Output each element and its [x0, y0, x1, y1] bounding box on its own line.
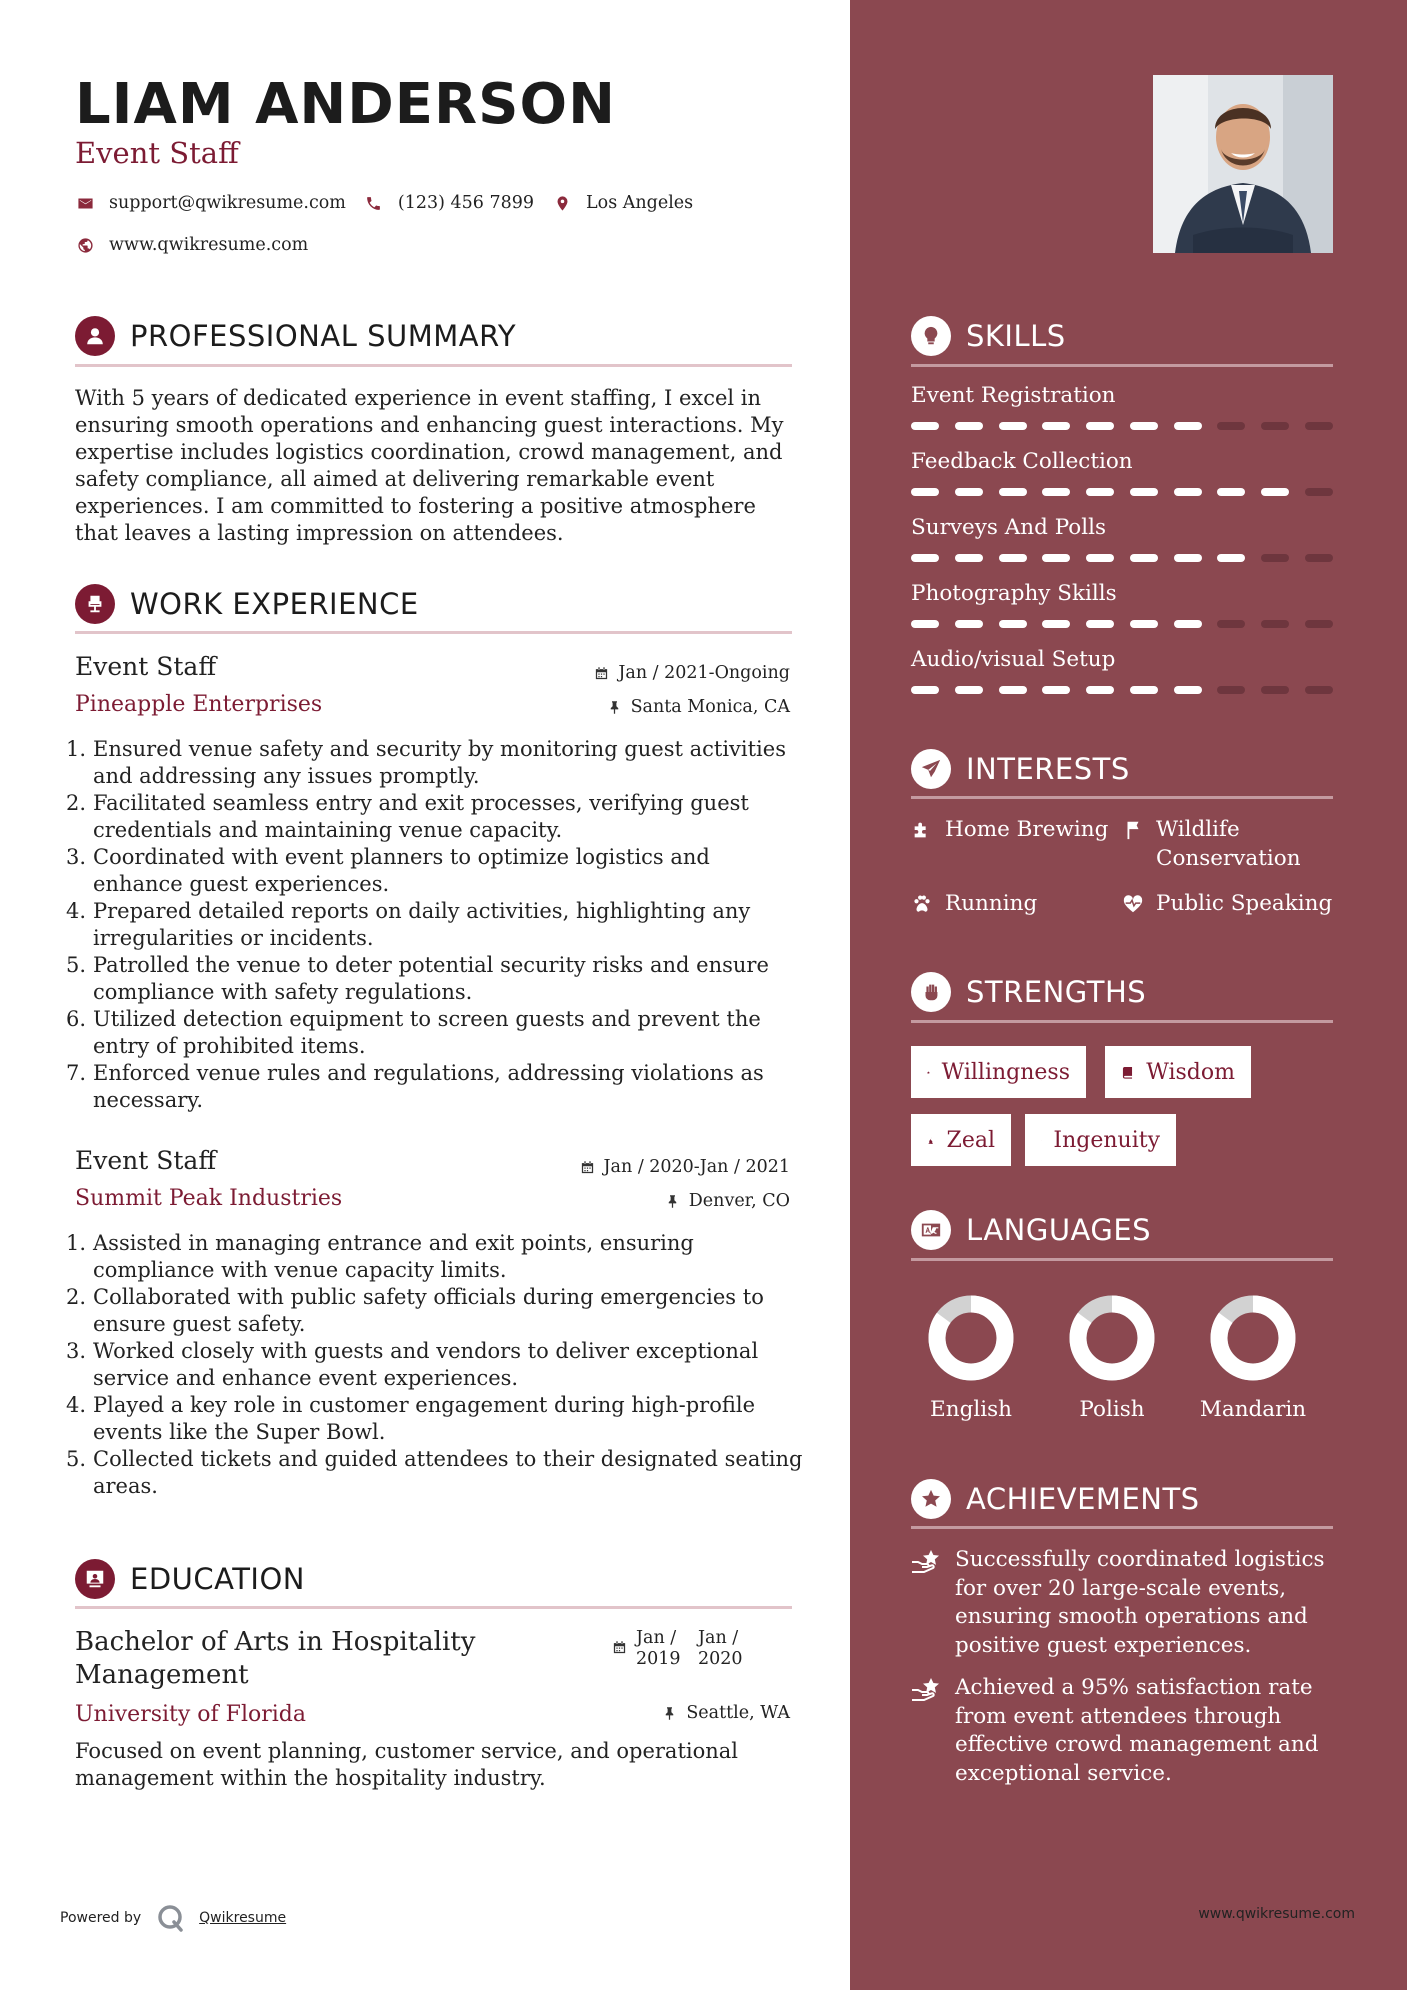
duty-item: 2. Facilitated seamless entry and exit processes, verifying guest credentials and maintaining venue capacity.: [66, 791, 749, 842]
skill-level-segment: [1130, 488, 1158, 496]
school-name: University of Florida: [75, 1702, 306, 1727]
puzzle-icon: [911, 819, 933, 841]
flag-icon: [1122, 819, 1144, 841]
skill-level-segment: [1174, 422, 1202, 430]
skill-level-segment: [1042, 422, 1070, 430]
language-level-ring: [1069, 1295, 1155, 1381]
job-1-title: Event Staff: [75, 652, 217, 681]
skill-level-segment: [911, 422, 939, 430]
duty-item: 4. Played a key role in customer engagement during high-profile events like the Super Bowl.: [66, 1393, 755, 1444]
book-icon: [1121, 1062, 1134, 1083]
education-location: [662, 1703, 790, 1723]
skill-level-segment: [1217, 686, 1245, 694]
strength-tag: [911, 1046, 1086, 1098]
job-2-company: Summit Peak Industries: [75, 1186, 343, 1211]
fist-icon: [911, 972, 951, 1012]
achievement-text: Successfully coordinated logistics for over 20 large-scale events, ensuring smooth operations and positive guest experiences.: [955, 1547, 1325, 1658]
skill-level-segment: [999, 422, 1027, 430]
language-level-ring: [1210, 1295, 1296, 1381]
skill-level-segment: [911, 488, 939, 496]
website-row: [75, 235, 308, 255]
job-2-dates-text: Jan / 2020-Jan / 2021: [603, 1157, 790, 1177]
summary-heading: [75, 316, 516, 356]
skill-item: [911, 449, 1333, 496]
interest-item: [911, 889, 1111, 918]
skill-level-segment: [1042, 554, 1070, 562]
language-item: [901, 1295, 1041, 1422]
strength-tag: [1025, 1114, 1176, 1166]
education-end-date: Jan / 2020: [698, 1628, 743, 1669]
skill-level-segment: [1174, 554, 1202, 562]
skills-title: SKILLS: [966, 319, 1066, 353]
briefcase-chair-icon: [75, 584, 115, 624]
interest-item: [1122, 889, 1342, 918]
skill-level-bar: [911, 554, 1333, 562]
skill-level-segment: [1305, 422, 1333, 430]
language-item: [1183, 1295, 1323, 1422]
skill-level-segment: [955, 488, 983, 496]
interest-label: Home Brewing: [945, 817, 1109, 842]
achievements-divider: [911, 1526, 1333, 1529]
profile-photo-illustration: [1153, 75, 1333, 253]
summary-divider: [75, 364, 792, 367]
skill-level-segment: [911, 620, 939, 628]
skill-name: Photography Skills: [911, 581, 1117, 606]
strength-tag: [1105, 1046, 1251, 1098]
profile-photo: [1153, 75, 1333, 253]
contact-row: [75, 193, 693, 213]
skill-level-segment: [1217, 554, 1245, 562]
skill-level-segment: [1130, 686, 1158, 694]
skill-level-segment: [1217, 422, 1245, 430]
strengths-heading: [911, 972, 1146, 1012]
skill-level-segment: [1086, 422, 1114, 430]
qwikresume-logo-icon: [155, 1902, 187, 1934]
skill-level-segment: [1130, 554, 1158, 562]
skill-level-segment: [1086, 686, 1114, 694]
graduate-icon: [75, 1559, 115, 1599]
achievement-item: [911, 1546, 1331, 1660]
star-hand-icon: [911, 1548, 943, 1574]
skill-item: [911, 647, 1333, 694]
duty-item: 4. Prepared detailed reports on daily activities, highlighting any irregularities or incidents.: [66, 899, 751, 950]
job-2-duties: [66, 1230, 806, 1500]
experience-title: WORK EXPERIENCE: [130, 587, 419, 621]
summary-title: PROFESSIONAL SUMMARY: [130, 319, 517, 353]
heartbeat-icon: [1122, 893, 1144, 915]
skill-level-bar: [911, 488, 1333, 496]
skill-level-segment: [1086, 620, 1114, 628]
globe-icon: [75, 235, 95, 255]
education-start-date: Jan / 2019: [636, 1628, 681, 1669]
strengths-title: STRENGTHS: [966, 975, 1147, 1009]
skill-level-segment: [1261, 554, 1289, 562]
skill-level-segment: [1261, 620, 1289, 628]
calendar-icon: [594, 666, 609, 681]
skill-level-bar: [911, 686, 1333, 694]
summary-text: With 5 years of dedicated experience in event staffing, I excel in ensuring smooth operations and enhancing guest interactions. My expertise includes logistics coordination, crowd management, and safety compliance, all aimed at delivering remarkable event experiences. I am committed to fostering a positive atmosphere that leaves a lasting impression on attendees.: [75, 386, 784, 545]
language-level-ring: [928, 1295, 1014, 1381]
achievements-heading: [911, 1479, 1200, 1519]
interest-item: [1122, 815, 1322, 873]
skill-level-segment: [1086, 488, 1114, 496]
interest-label: Wildlife Conservation: [1156, 817, 1301, 871]
education-location-text: Seattle, WA: [686, 1703, 790, 1723]
skill-level-segment: [999, 620, 1027, 628]
user-icon: [75, 316, 115, 356]
calendar-icon: [612, 1640, 627, 1655]
job-1-dates: [594, 663, 790, 683]
education-title: EDUCATION: [130, 1562, 306, 1596]
star-badge-icon: [911, 1479, 951, 1519]
thumbs-up-icon: [927, 1062, 930, 1083]
skill-level-bar: [911, 422, 1333, 430]
skill-level-bar: [911, 620, 1333, 628]
skill-level-segment: [1305, 620, 1333, 628]
footer-site-link[interactable]: www.qwikresume.com: [1198, 1906, 1355, 1922]
strength-label: Ingenuity: [1053, 1127, 1160, 1153]
interests-divider: [911, 796, 1333, 799]
skill-level-segment: [1086, 554, 1114, 562]
skill-level-segment: [1261, 422, 1289, 430]
candidate-role: Event Staff: [75, 136, 239, 170]
achievements-title: ACHIEVEMENTS: [966, 1482, 1200, 1516]
duty-item: 3. Worked closely with guests and vendors to deliver exceptional service and enhance event experiences.: [66, 1339, 759, 1390]
skill-level-segment: [911, 554, 939, 562]
skill-level-segment: [1130, 422, 1158, 430]
skill-level-segment: [1305, 686, 1333, 694]
map-marker-icon: [552, 193, 572, 213]
paw-icon: [911, 893, 933, 915]
duty-item: 1. Ensured venue safety and security by monitoring guest activities and addressing any issues promptly.: [66, 737, 786, 788]
skills-heading: [911, 316, 1066, 356]
skill-item: [911, 515, 1333, 562]
candidate-name: LIAM ANDERSON: [75, 72, 616, 137]
skill-level-segment: [1042, 488, 1070, 496]
duty-item: 1. Assisted in managing entrance and exit points, ensuring compliance with venue capacity limits.: [66, 1231, 694, 1282]
skill-level-segment: [1174, 488, 1202, 496]
skill-level-segment: [1217, 620, 1245, 628]
experience-heading: [75, 584, 419, 624]
language-item: [1042, 1295, 1182, 1422]
pin-icon: [665, 1194, 680, 1209]
job-1-company: Pineapple Enterprises: [75, 692, 323, 717]
duty-item: 6. Utilized detection equipment to screen guests and prevent the entry of prohibited items.: [66, 1007, 761, 1058]
duty-item: 2. Collaborated with public safety officials during emergencies to ensure guest safety.: [66, 1285, 764, 1336]
lightbulb-head-icon: [911, 316, 951, 356]
job-2-location-text: Denver, CO: [688, 1191, 790, 1211]
achievement-text: Achieved a 95% satisfaction rate from event attendees through effective crowd management and exceptional service.: [955, 1675, 1319, 1786]
skill-level-segment: [1261, 686, 1289, 694]
job-1-location-text: Santa Monica, CA: [630, 697, 790, 717]
brand-link[interactable]: Qwikresume: [199, 1910, 287, 1926]
skill-level-segment: [1261, 488, 1289, 496]
language-name: Polish: [1079, 1397, 1145, 1422]
strength-label: Zeal: [946, 1127, 995, 1153]
skill-name: Event Registration: [911, 383, 1116, 408]
footer-powered-by: [60, 1902, 286, 1934]
location-text: Los Angeles: [586, 193, 694, 213]
fire-icon: [927, 1130, 935, 1151]
envelope-icon: [75, 193, 95, 213]
duty-item: 3. Coordinated with event planners to optimize logistics and enhance guest experiences.: [66, 845, 710, 896]
job-1-dates-text: Jan / 2021-Ongoing: [618, 663, 790, 683]
paper-plane-icon: [911, 749, 951, 789]
skill-level-segment: [1217, 488, 1245, 496]
skill-level-segment: [955, 686, 983, 694]
achievement-item: [911, 1674, 1331, 1788]
education-heading: [75, 1559, 305, 1599]
phone-icon: [364, 193, 384, 213]
skill-level-segment: [1130, 620, 1158, 628]
skill-level-segment: [999, 554, 1027, 562]
language-icon: [911, 1210, 951, 1250]
skill-level-segment: [911, 686, 939, 694]
skill-level-segment: [1042, 686, 1070, 694]
skill-level-segment: [1305, 554, 1333, 562]
duty-item: 5. Collected tickets and guided attendees to their designated seating areas.: [66, 1447, 803, 1498]
interest-label: Running: [945, 891, 1038, 916]
degree-title: Bachelor of Arts in Hospitality Management: [75, 1627, 476, 1690]
skill-level-segment: [955, 422, 983, 430]
powered-by-label: Powered by: [60, 1910, 142, 1926]
strengths-divider: [911, 1020, 1333, 1023]
education-dates: [612, 1628, 760, 1670]
skill-item: [911, 383, 1333, 430]
duty-item: 5. Patrolled the venue to deter potential security risks and ensure compliance with safety regulations.: [66, 953, 769, 1004]
interests-title: INTERESTS: [966, 752, 1130, 786]
skill-level-segment: [1174, 686, 1202, 694]
language-name: Mandarin: [1199, 1397, 1307, 1422]
skill-item: [911, 581, 1333, 628]
phone-number[interactable]: (123) 456 7899: [397, 193, 535, 213]
email-link[interactable]: support@qwikresume.com: [109, 193, 346, 213]
pin-icon: [662, 1706, 677, 1721]
languages-divider: [911, 1258, 1333, 1261]
skill-level-segment: [1305, 488, 1333, 496]
job-2-title: Event Staff: [75, 1146, 217, 1175]
skill-level-segment: [999, 686, 1027, 694]
skill-level-segment: [1042, 620, 1070, 628]
education-description: Focused on event planning, customer service, and operational management within the hospitality industry.: [75, 1739, 738, 1790]
calendar-icon: [580, 1160, 595, 1175]
skill-name: Audio/visual Setup: [911, 647, 1116, 672]
strength-label: Willingness: [941, 1059, 1070, 1085]
strength-tag: [911, 1114, 1011, 1166]
duty-item: 7. Enforced venue rules and regulations, addressing violations as necessary.: [66, 1061, 764, 1112]
skill-name: Surveys And Polls: [911, 515, 1107, 540]
interest-label: Public Speaking: [1156, 891, 1333, 916]
website-link[interactable]: www.qwikresume.com: [109, 235, 309, 255]
interest-item: [911, 815, 1111, 844]
star-hand-icon: [911, 1676, 943, 1702]
skill-level-segment: [955, 620, 983, 628]
skill-name: Feedback Collection: [911, 449, 1133, 474]
language-name: English: [930, 1397, 1012, 1422]
education-divider: [75, 1606, 792, 1609]
languages-title: LANGUAGES: [966, 1213, 1152, 1247]
job-2-dates: [580, 1157, 790, 1177]
skill-level-segment: [955, 554, 983, 562]
skill-level-segment: [1174, 620, 1202, 628]
experience-divider: [75, 631, 792, 634]
skills-divider: [911, 364, 1333, 367]
job-1-duties: [66, 736, 806, 1114]
strength-label: Wisdom: [1146, 1059, 1235, 1085]
interests-heading: [911, 749, 1130, 789]
skill-level-segment: [999, 488, 1027, 496]
job-1-location: [607, 697, 790, 717]
job-2-location: [665, 1191, 790, 1211]
languages-heading: [911, 1210, 1151, 1250]
pin-icon: [607, 700, 622, 715]
